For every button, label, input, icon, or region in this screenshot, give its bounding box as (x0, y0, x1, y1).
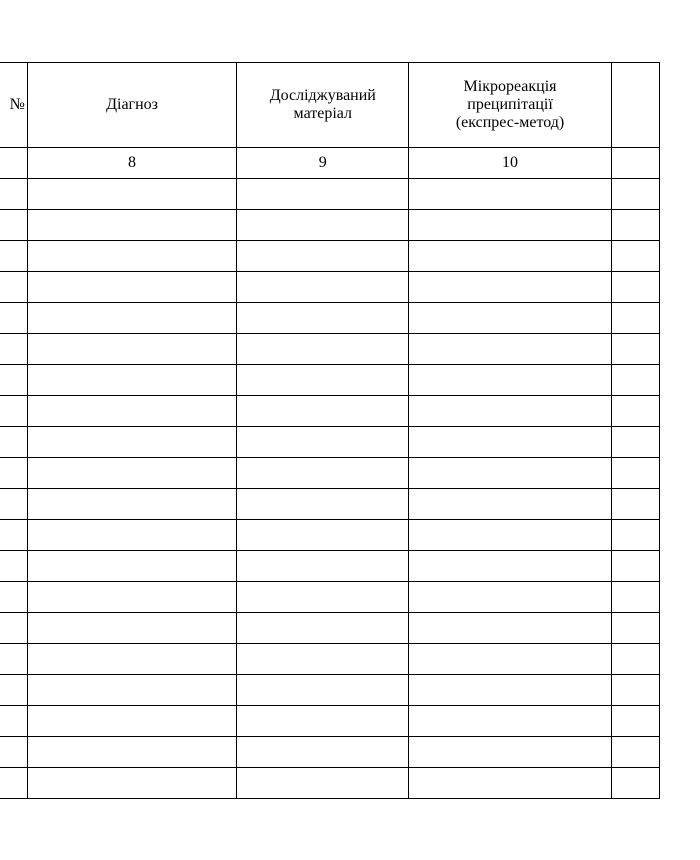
table-cell-next (611, 489, 659, 520)
header-cell-material (237, 63, 409, 148)
table-cell-microreaction (409, 396, 611, 427)
table-cell-no (0, 241, 27, 272)
table-cell-next (611, 675, 659, 706)
table-row (0, 520, 660, 551)
table-cell-diagnosis (27, 303, 236, 334)
header-material-label: Досліджуваний матеріал (269, 87, 376, 122)
header-cell-diagnosis (27, 63, 236, 148)
table-cell-no (0, 613, 27, 644)
table-row (0, 706, 660, 737)
table-cell-microreaction (409, 241, 611, 272)
table-row (0, 272, 660, 303)
table-cell-material (237, 303, 409, 334)
table-cell-next (611, 551, 659, 582)
table-cell-next (611, 768, 659, 799)
table-cell-material (237, 396, 409, 427)
table-cell-no (0, 272, 27, 303)
table-cell-material (237, 210, 409, 241)
table-row (0, 210, 660, 241)
table-cell-no (0, 427, 27, 458)
register-table (0, 62, 660, 799)
table-cell-no (0, 210, 27, 241)
table-cell-material (237, 768, 409, 799)
table-cell-microreaction (409, 272, 611, 303)
table-cell-diagnosis (27, 334, 236, 365)
header-row (0, 63, 660, 148)
table-cell-material (237, 427, 409, 458)
table-cell-diagnosis (27, 675, 236, 706)
table-cell-no (0, 675, 27, 706)
table-cell-next (611, 613, 659, 644)
table-cell-microreaction (409, 210, 611, 241)
table-cell-no (0, 458, 27, 489)
table-cell-no (0, 644, 27, 675)
table-cell-material (237, 706, 409, 737)
table-cell-microreaction (409, 427, 611, 458)
table-cell-diagnosis (27, 210, 236, 241)
table-cell-no (0, 365, 27, 396)
table-cell-material (237, 551, 409, 582)
table-cell-diagnosis (27, 272, 236, 303)
table-cell-microreaction (409, 458, 611, 489)
table-cell-no (0, 334, 27, 365)
table-row (0, 303, 660, 334)
table-cell-no (0, 737, 27, 768)
table-cell-material (237, 272, 409, 303)
table-cell-diagnosis (27, 582, 236, 613)
table-cell-next (611, 210, 659, 241)
table-cell-next (611, 334, 659, 365)
table-cell-next (611, 427, 659, 458)
header-number-label: № (9, 96, 25, 113)
table-cell-microreaction (409, 520, 611, 551)
table-cell-diagnosis (27, 179, 236, 210)
table-cell-material (237, 582, 409, 613)
header-cell-next (611, 63, 659, 148)
header-microreaction-label: Мікрореакція преципітації (експрес-метод) (455, 78, 565, 131)
table-cell-microreaction (409, 179, 611, 210)
table-row (0, 613, 660, 644)
table-cell-microreaction (409, 737, 611, 768)
table-cell-next (611, 396, 659, 427)
table-cell-microreaction (409, 706, 611, 737)
table-cell-material (237, 365, 409, 396)
column-number-cell: 8 (27, 148, 236, 179)
table-cell-microreaction (409, 582, 611, 613)
table-row (0, 768, 660, 799)
table-cell-material (237, 613, 409, 644)
table-cell-diagnosis (27, 241, 236, 272)
table-cell-next (611, 179, 659, 210)
table-cell-next (611, 272, 659, 303)
table-cell-microreaction (409, 489, 611, 520)
table-row (0, 737, 660, 768)
table-cell-microreaction (409, 303, 611, 334)
table-row (0, 241, 660, 272)
table-cell-microreaction (409, 768, 611, 799)
column-number-cell (0, 148, 27, 179)
table-cell-material (237, 334, 409, 365)
table-row (0, 334, 660, 365)
table-cell-diagnosis (27, 396, 236, 427)
table-cell-microreaction (409, 675, 611, 706)
table-cell-material (237, 489, 409, 520)
table-row (0, 458, 660, 489)
table-cell-diagnosis (27, 706, 236, 737)
table-row (0, 396, 660, 427)
table-cell-material (237, 241, 409, 272)
header-cell-number (0, 63, 27, 148)
table-cell-next (611, 644, 659, 675)
table-cell-diagnosis (27, 613, 236, 644)
column-number-cell (611, 148, 659, 179)
table-row (0, 427, 660, 458)
table-cell-material (237, 644, 409, 675)
table-cell-diagnosis (27, 427, 236, 458)
table-cell-no (0, 179, 27, 210)
column-number-cell: 10 (409, 148, 611, 179)
table-row (0, 365, 660, 396)
table-cell-no (0, 489, 27, 520)
table-cell-microreaction (409, 644, 611, 675)
table-cell-next (611, 520, 659, 551)
table-row (0, 644, 660, 675)
table-cell-no (0, 551, 27, 582)
table-row (0, 582, 660, 613)
column-number-row (0, 148, 660, 179)
table-cell-diagnosis (27, 489, 236, 520)
table-cell-diagnosis (27, 520, 236, 551)
table-cell-microreaction (409, 613, 611, 644)
table-cell-material (237, 737, 409, 768)
table-cell-microreaction (409, 551, 611, 582)
table-cell-no (0, 582, 27, 613)
table-cell-no (0, 520, 27, 551)
table-row (0, 489, 660, 520)
table-cell-material (237, 675, 409, 706)
table-cell-diagnosis (27, 644, 236, 675)
table-cell-diagnosis (27, 365, 236, 396)
table-cell-next (611, 241, 659, 272)
table-cell-next (611, 706, 659, 737)
table-cell-diagnosis (27, 768, 236, 799)
table-cell-material (237, 179, 409, 210)
table-cell-diagnosis (27, 551, 236, 582)
table-cell-no (0, 706, 27, 737)
table-cell-diagnosis (27, 458, 236, 489)
table-cell-no (0, 303, 27, 334)
table-row (0, 675, 660, 706)
table-row (0, 179, 660, 210)
table-row (0, 551, 660, 582)
table-cell-no (0, 768, 27, 799)
header-diagnosis-label: Діагноз (106, 96, 158, 113)
column-number-cell: 9 (237, 148, 409, 179)
table-cell-next (611, 365, 659, 396)
table-cell-microreaction (409, 334, 611, 365)
table-cell-next (611, 303, 659, 334)
table-cell-material (237, 520, 409, 551)
table-cell-diagnosis (27, 737, 236, 768)
table-cell-next (611, 737, 659, 768)
header-cell-microreaction (409, 63, 611, 148)
table-cell-no (0, 396, 27, 427)
table-cell-material (237, 458, 409, 489)
table-cell-microreaction (409, 365, 611, 396)
table-cell-next (611, 582, 659, 613)
table-cell-next (611, 458, 659, 489)
